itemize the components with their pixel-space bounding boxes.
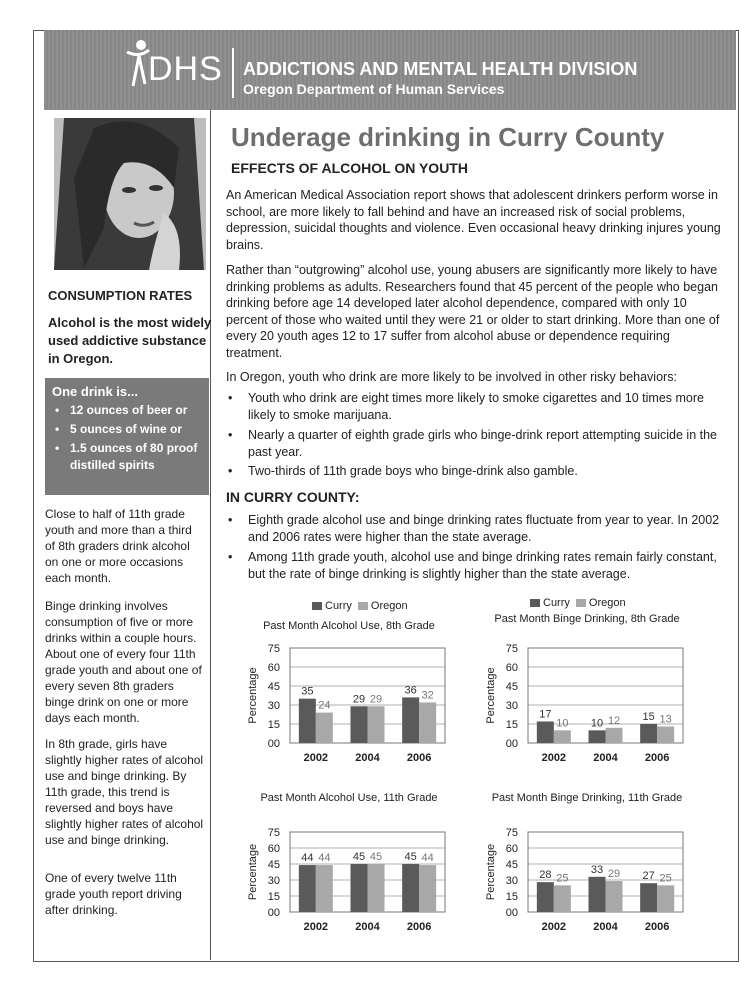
bar-value-label: 10 xyxy=(556,717,569,730)
bar-value-label: 45 xyxy=(352,851,366,863)
chart-title: Past Month Binge Drinking, 11th Grade xyxy=(491,792,683,804)
y-tick-label: 75 xyxy=(267,827,280,839)
x-tick-label: 2002 xyxy=(541,921,567,933)
bar-curry xyxy=(299,865,316,912)
y-tick-label: 15 xyxy=(505,891,518,903)
bar-curry xyxy=(640,883,657,912)
bar-curry xyxy=(402,864,419,912)
bar-value-label: 15 xyxy=(642,711,655,723)
chart-title: Past Month Alcohol Use, 8th Grade xyxy=(263,620,435,632)
x-tick-label: 2002 xyxy=(303,921,329,933)
bar-chart xyxy=(478,790,688,955)
department-name: Oregon Department of Human Services xyxy=(243,81,505,97)
bar-value-label: 35 xyxy=(301,685,314,698)
bar-value-label: 32 xyxy=(421,689,434,702)
legend-label: Curry xyxy=(543,597,570,609)
body-paragraph: An American Medical Association report shows that adolescent drinkers perform worse in school, are more likely to fall behind and have an increased risk of social problems, depression, suicidal thoughts and violence. Even occasional heavy drinking injures young brains. xyxy=(226,188,721,252)
bar-value-label: 45 xyxy=(404,851,417,863)
curry-bullet: • Eighth grade alcohol use and binge drinking rates fluctuate from year to year. In 2002 and 2006 rates were higher than the state average. xyxy=(228,513,720,544)
body-paragraph: In Oregon, youth who drink are more likely to be involved in other risky behaviors: xyxy=(226,370,677,384)
curry-bullet-text: Eighth grade alcohol use and binge drinking rates fluctuate from year to year. In 2002 and 2006 rates were higher than the state average. xyxy=(248,513,720,544)
x-tick-label: 2004 xyxy=(355,921,380,933)
bar-value-label: 44 xyxy=(421,852,434,865)
legend-label: Curry xyxy=(325,600,352,612)
one-drink-box xyxy=(45,378,209,495)
y-tick-label: 60 xyxy=(505,843,518,855)
division-name: ADDICTIONS AND MENTAL HEALTH DIVISION xyxy=(243,59,638,79)
logo-divider xyxy=(232,48,234,98)
y-tick-label: 75 xyxy=(505,827,518,839)
bar-oregon xyxy=(419,702,436,743)
bar-value-label: 29 xyxy=(607,868,621,881)
legend-label: Oregon xyxy=(588,597,626,609)
sidebar-paragraph: In 8th grade, girls have slightly higher rates of alcohol use and binge drinking. By 11th grade, this trend is reversed and boys have slightly higher rates of alcohol use and binge drinking. xyxy=(45,737,204,847)
chart-plot xyxy=(240,790,450,955)
curry-bullet: • Among 11th grade youth, alcohol use and binge drinking rates remain fairly constant, but the rate of binge drinking is slightly higher than the state average. xyxy=(228,550,717,581)
y-tick-label: 00 xyxy=(505,738,518,750)
risk-bullet: • Nearly a quarter of eighth grade girls who binge-drink report attempting suicide in the past year. xyxy=(228,428,718,459)
y-tick-label: 30 xyxy=(505,700,518,712)
bar-value-label: 29 xyxy=(369,693,383,706)
consumption-lead: Alcohol is the most widely used addictive substance in Oregon. xyxy=(48,315,212,366)
bar-chart xyxy=(478,598,688,763)
bar-oregon xyxy=(657,885,674,912)
x-tick-label: 2006 xyxy=(644,752,670,763)
drink-item: • 5 ounces of wine or xyxy=(55,421,209,438)
bar-curry xyxy=(537,882,554,912)
bar-curry xyxy=(640,724,657,743)
sidebar-paragraph: Binge drinking involves consumption of five or more drinks within a couple hours. About one of every four 11th grade youth and about one of every seven 8th graders binge drink on one or more days each month. xyxy=(45,599,202,725)
x-tick-label: 2006 xyxy=(644,921,670,933)
y-tick-label: 45 xyxy=(505,681,518,693)
y-axis-label: Percentage xyxy=(247,843,259,901)
curry-county-heading: IN CURRY COUNTY: xyxy=(226,489,360,505)
y-tick-label: 75 xyxy=(505,643,518,655)
bar-oregon xyxy=(419,865,436,912)
x-tick-label: 2006 xyxy=(406,921,432,933)
bar-curry xyxy=(351,706,368,743)
y-axis-label: Percentage xyxy=(485,667,497,724)
y-tick-label: 60 xyxy=(267,662,280,674)
bar-value-label: 28 xyxy=(539,869,552,882)
y-tick-label: 00 xyxy=(267,738,280,750)
bar-curry xyxy=(537,721,554,743)
x-tick-label: 2006 xyxy=(406,752,432,763)
sidebar-paragraph: One of every twelve 11th grade youth report driving after drinking. xyxy=(45,871,182,917)
y-tick-label: 45 xyxy=(505,859,518,871)
y-tick-label: 45 xyxy=(267,681,280,693)
bar-curry xyxy=(402,697,419,743)
x-tick-label: 2004 xyxy=(593,921,618,933)
curry-bullet-text: Among 11th grade youth, alcohol use and binge drinking rates remain fairly constant, but the rate of binge drinking is slightly higher than the state average. xyxy=(248,550,717,581)
y-tick-label: 00 xyxy=(505,907,518,919)
teen-portrait-image xyxy=(54,118,206,270)
y-tick-label: 15 xyxy=(267,719,280,731)
body-paragraph: Rather than “outgrowing” alcohol use, young abusers are significantly more likely to have drinking problems as adults. Researchers found that 45 percent of the people who began drinking before age 14 developed later alcohol dependence, compared with only 10 percent of those who waited until they were 21 or older to start drinking. More than one of every 20 youth ages 12 to 17 suffer from alcohol abuse or dependence requiring treatment. xyxy=(226,263,720,360)
bar-value-label: 29 xyxy=(352,693,366,706)
chart-plot xyxy=(240,598,450,763)
y-tick-label: 75 xyxy=(267,643,280,655)
y-axis-label: Percentage xyxy=(247,667,259,724)
y-axis-label: Percentage xyxy=(485,843,497,901)
y-tick-label: 30 xyxy=(505,875,518,887)
drink-item: • 1.5 ounces of 80 proof distilled spirits xyxy=(55,440,209,474)
bar-oregon xyxy=(606,728,623,743)
bar-value-label: 24 xyxy=(318,699,331,712)
one-drink-title: One drink is... xyxy=(52,384,138,399)
bar-oregon xyxy=(368,864,385,912)
y-tick-label: 45 xyxy=(267,859,280,871)
bar-oregon xyxy=(606,881,623,912)
sidebar-paragraph: Close to half of 11th grade youth and more than a third of 8th graders drink alcohol on one or more occasions each month. xyxy=(45,507,192,585)
y-tick-label: 15 xyxy=(267,891,280,903)
bar-value-label: 25 xyxy=(659,872,672,885)
bar-oregon xyxy=(368,706,385,743)
chart-title: Past Month Binge Drinking, 8th Grade xyxy=(494,613,680,625)
risk-bullet: • Youth who drink are eight times more likely to smoke cigarettes and 10 times more likely to smoke marijuana. xyxy=(228,391,704,422)
bar-value-label: 44 xyxy=(318,852,331,865)
y-tick-label: 30 xyxy=(267,700,280,712)
x-tick-label: 2004 xyxy=(355,752,380,763)
bar-oregon xyxy=(316,865,333,912)
x-tick-label: 2004 xyxy=(593,752,618,763)
bar-value-label: 12 xyxy=(607,714,621,727)
bar-chart xyxy=(240,790,450,955)
risk-bullet-text: Youth who drink are eight times more likely to smoke cigarettes and 10 times more likely to smoke marijuana. xyxy=(248,391,704,422)
bar-value-label: 27 xyxy=(642,870,655,883)
x-tick-label: 2002 xyxy=(541,752,567,763)
legend-label: Oregon xyxy=(370,600,408,612)
chart-title: Past Month Alcohol Use, 11th Grade xyxy=(260,792,438,804)
bar-value-label: 25 xyxy=(556,872,569,885)
dhs-logo-text: DHS xyxy=(148,50,223,88)
bar-chart xyxy=(240,598,450,763)
bar-value-label: 10 xyxy=(590,717,604,730)
bar-value-label: 45 xyxy=(369,851,383,863)
bar-curry xyxy=(589,730,606,743)
y-tick-label: 60 xyxy=(505,662,518,674)
bar-curry xyxy=(299,699,316,743)
y-tick-label: 00 xyxy=(267,907,280,919)
y-tick-label: 30 xyxy=(267,875,280,887)
consumption-rates-heading: CONSUMPTION RATES xyxy=(48,288,193,303)
teen-photo xyxy=(54,118,206,270)
drink-item: • 12 ounces of beer or xyxy=(55,402,209,419)
y-tick-label: 15 xyxy=(505,719,518,731)
chart-plot xyxy=(478,790,688,955)
bar-oregon xyxy=(316,713,333,743)
bar-curry xyxy=(589,877,606,912)
bar-value-label: 44 xyxy=(301,852,314,865)
page-title: Underage drinking in Curry County xyxy=(231,122,665,152)
risk-bullet-text: Two-thirds of 11th grade boys who binge-drink also gamble. xyxy=(248,464,578,478)
drink-list xyxy=(45,402,209,474)
bar-curry xyxy=(351,864,368,912)
risk-bullet-text: Nearly a quarter of eighth grade girls who binge-drink report attempting suicide in the past year. xyxy=(248,428,718,459)
bar-oregon xyxy=(554,730,571,743)
y-tick-label: 60 xyxy=(267,843,280,855)
risk-bullet: • Two-thirds of 11th grade boys who binge-drink also gamble. xyxy=(228,464,578,478)
x-tick-label: 2002 xyxy=(303,752,329,763)
bar-value-label: 17 xyxy=(539,708,552,721)
chart-plot xyxy=(478,598,688,763)
bar-value-label: 13 xyxy=(659,713,672,726)
effects-heading: EFFECTS OF ALCOHOL ON YOUTH xyxy=(231,160,468,176)
bar-value-label: 36 xyxy=(404,684,417,697)
bar-oregon xyxy=(657,727,674,743)
bar-value-label: 33 xyxy=(590,863,604,876)
bar-oregon xyxy=(554,885,571,912)
